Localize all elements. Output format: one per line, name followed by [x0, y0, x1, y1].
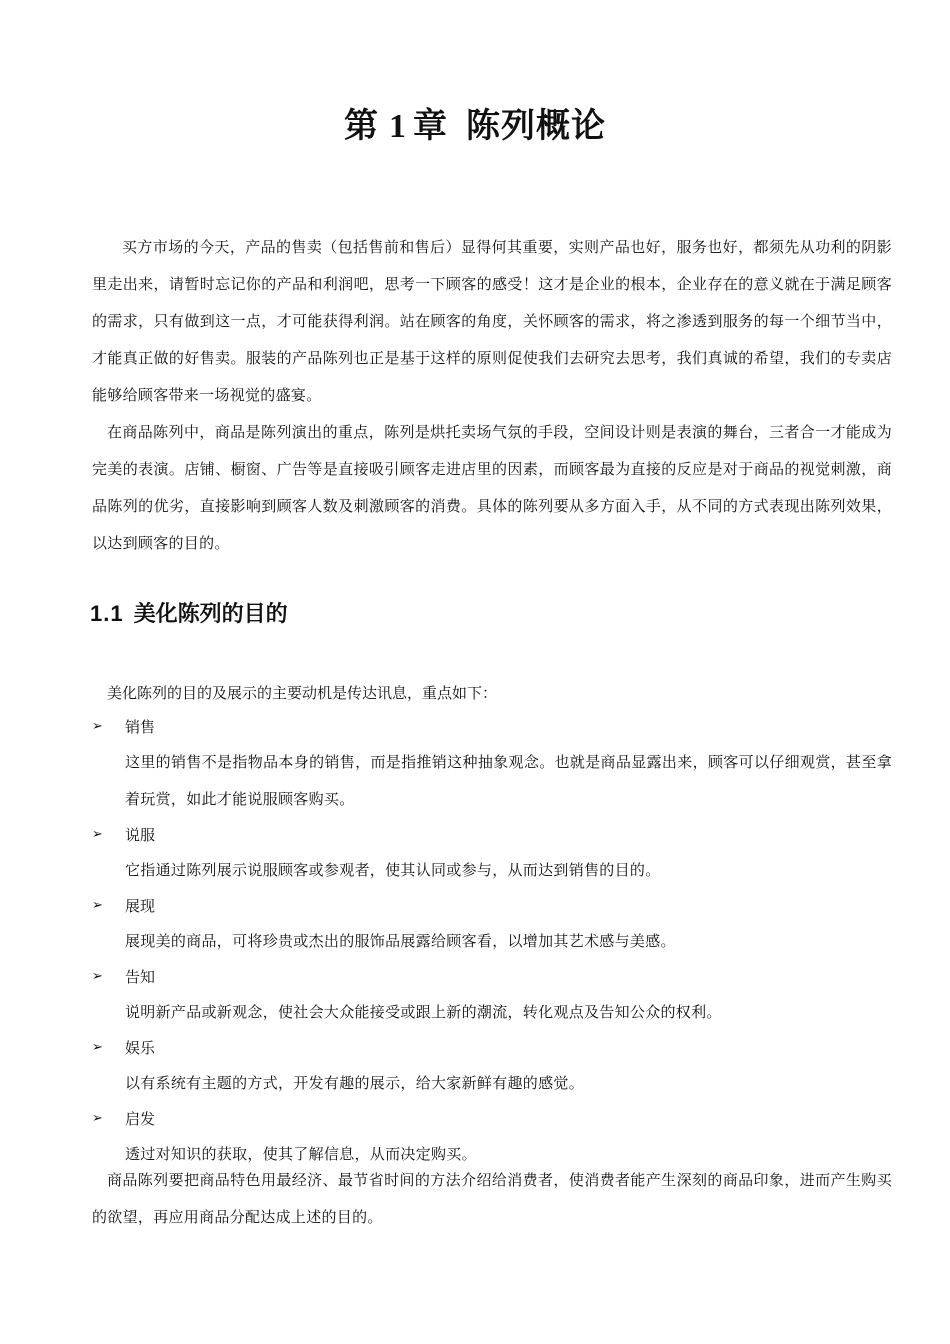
arrow-bullet-icon: ➢	[92, 1040, 103, 1055]
list-item-label: 展现	[125, 897, 156, 915]
list-item-description: 说明新产品或新观念，使社会大众能接受或跟上新的潮流，转化观点及告知公众的权利。	[125, 1003, 722, 1021]
list-item	[92, 818, 892, 889]
body-paragraph: 买方市场的今天，产品的售卖（包括售前和售后）显得何其重要，实则产品也好，服务也好，都须先从功利的阴影里走出来，请暂时忘记你的产品和利润吧，思考一下顾客的感受！这才是企业的根本，企业存在的意义就在于满足顾客的需求，只有做到这一点，才可能获得利润。站在顾客的角度，关怀顾客的需求，将之渗透到服务的每一个细节当中，才能真正做的好售卖。服装的产品陈列也正是基于这样的原则促使我们去研究去思考，我们真诚的希望，我们的专卖店能够给顾客带来一场视觉的盛宴。	[92, 238, 892, 404]
arrow-bullet-icon: ➢	[92, 719, 103, 734]
body-paragraph: 在商品陈列中，商品是陈列演出的重点，陈列是烘托卖场气氛的手段，空间设计则是表演的舞台，三者合一才能成为完美的表演。店铺、橱窗、广告等是直接吸引顾客走进店里的因素，而顾客最为直接的反应是对于商品的视觉刺激，商品陈列的优劣，直接影响到顾客人数及刺激顾客的消费。具体的陈列要从多方面入手，从不同的方式表现出陈列效果，以达到顾客的目的。	[92, 423, 892, 552]
body-paragraph-2-block	[92, 414, 892, 562]
closing-paragraph: 商品陈列要把商品特色用最经济、最节省时间的方法介绍给消费者，使消费者能产生深刻的商品印象，进而产生购买的欲望，再应用商品分配达成上述的目的。	[92, 1171, 892, 1226]
section-title-text: 美化陈列的目的	[133, 602, 288, 627]
arrow-bullet-icon: ➢	[92, 1111, 103, 1126]
list-item-description: 这里的销售不是指物品本身的销售，而是指推销这种抽象观念。也就是商品显露出来，顾客可以仔细观赏，甚至拿着玩赏，如此才能说服顾客购买。	[125, 753, 892, 808]
list-item-description: 它指通过陈列展示说服顾客或参观者，使其认同或参与，从而达到销售的目的。	[125, 861, 661, 879]
chapter-title	[0, 100, 950, 153]
arrow-bullet-icon: ➢	[92, 827, 103, 842]
list-item-label: 娱乐	[125, 1039, 156, 1057]
list-item-label: 启发	[125, 1110, 156, 1128]
arrow-bullet-icon: ➢	[92, 898, 103, 913]
closing-paragraph-block	[92, 1162, 892, 1236]
chapter-suffix: 章	[413, 106, 448, 146]
list-item	[92, 1031, 892, 1102]
list-item	[92, 889, 892, 960]
body-paragraph-1-block	[92, 229, 892, 414]
chapter-name: 陈列概论	[466, 106, 606, 146]
section-heading	[90, 594, 288, 635]
list-item-description: 以有系统有主题的方式，开发有趣的展示，给大家新鲜有趣的感觉。	[125, 1074, 585, 1092]
list-item-label: 说服	[125, 826, 156, 844]
chapter-number: 1	[389, 108, 407, 145]
purpose-list	[92, 710, 892, 1173]
list-item-label: 告知	[125, 968, 156, 986]
section-number: 1.1	[90, 601, 124, 626]
list-item	[92, 710, 892, 818]
arrow-bullet-icon: ➢	[92, 969, 103, 984]
list-item-label: 销售	[125, 718, 156, 736]
list-item	[92, 960, 892, 1031]
list-item-description: 展现美的商品，可将珍贵或杰出的服饰品展露给顾客看，以增加其艺术感与美感。	[125, 932, 676, 950]
list-item-description: 透过对知识的获取，使其了解信息，从而决定购买。	[125, 1145, 477, 1163]
chapter-prefix: 第	[344, 106, 379, 146]
section-intro: 美化陈列的目的及展示的主要动机是传达讯息，重点如下：	[107, 684, 498, 702]
